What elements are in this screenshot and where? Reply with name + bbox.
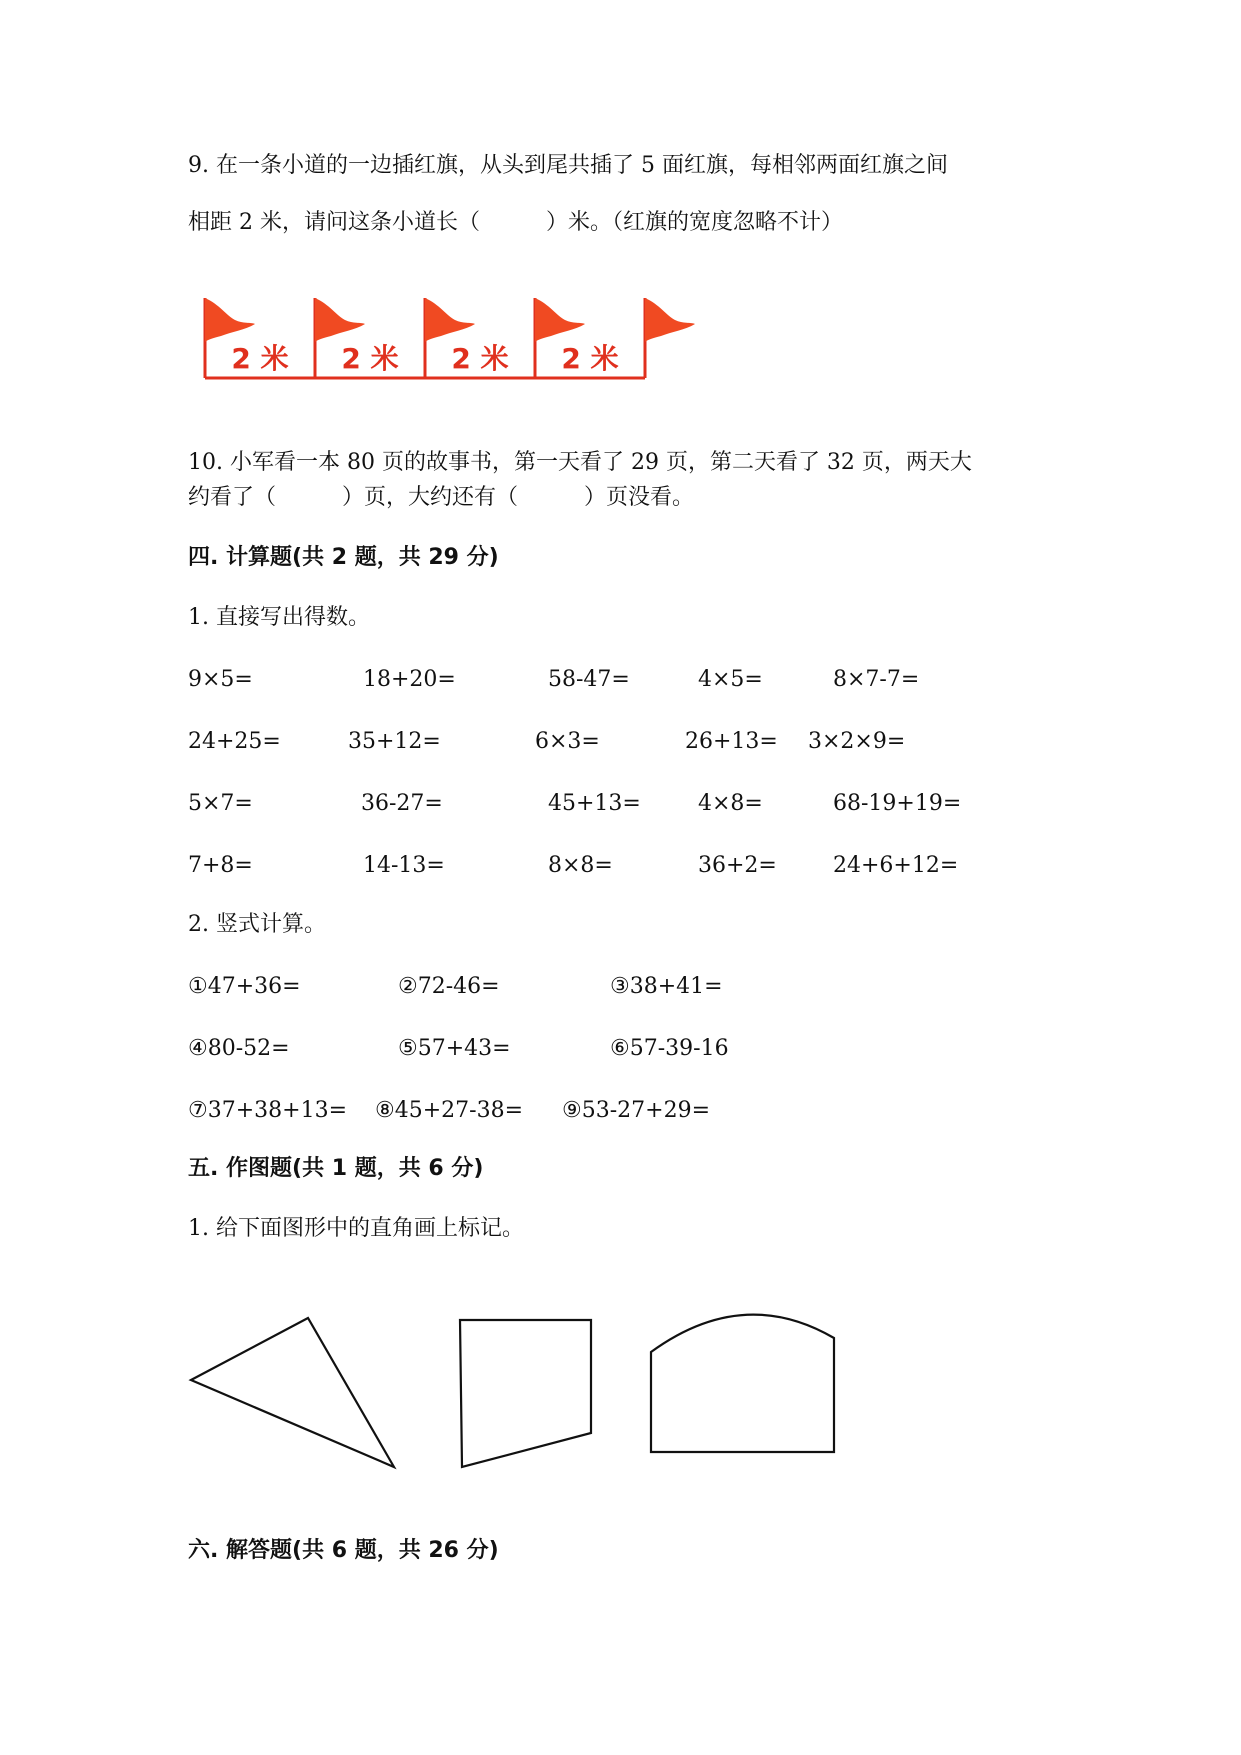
math-item: 45+13= <box>548 791 641 816</box>
math-item: 4×8= <box>698 791 763 816</box>
section4-q2-title: 2. 竖式计算。 <box>188 912 326 937</box>
calc-item: ④80-52= <box>188 1036 290 1061</box>
math-item: 6×3= <box>535 729 600 754</box>
red-flag-icon <box>535 298 585 342</box>
section5-title: 五. 作图题(共 1 题，共 6 分) <box>188 1156 484 1181</box>
q9-text-line2: 相距 2 米，请问这条小道长（ ）米。（红旗的宽度忽略不计） <box>188 210 843 235</box>
math-item: 36-27= <box>361 791 443 816</box>
q10-text-line2: 约看了（ ）页，大约还有（ ）页没看。 <box>188 485 695 510</box>
flag-distance-label: 2 米 <box>231 342 289 375</box>
calc-item: ②72-46= <box>398 974 500 999</box>
math-item: 18+20= <box>363 667 456 692</box>
calc-item: ⑨53-27+29= <box>562 1098 711 1123</box>
section4-q1-title: 1. 直接写出得数。 <box>188 605 370 630</box>
math-item: 26+13= <box>685 729 778 754</box>
math-item: 7+8= <box>188 853 253 878</box>
math-item: 35+12= <box>348 729 441 754</box>
flag-distance-label: 2 米 <box>451 342 509 375</box>
section6-title: 六. 解答题(共 6 题，共 26 分) <box>188 1538 499 1563</box>
q10-text-line1: 10. 小军看一本 80 页的故事书，第一天看了 29 页，第二天看了 32 页，两天大 <box>188 450 972 475</box>
calc-item: ③38+41= <box>610 974 723 999</box>
math-item: 4×5= <box>698 667 763 692</box>
math-item: 68-19+19= <box>833 791 962 816</box>
math-item: 58-47= <box>548 667 630 692</box>
flag-distance-label: 2 米 <box>561 342 619 375</box>
flag-distance-label: 2 米 <box>341 342 399 375</box>
red-flag-icon <box>205 298 255 342</box>
section5-q1-title: 1. 给下面图形中的直角画上标记。 <box>188 1216 524 1241</box>
shapes-figure <box>180 1295 880 1495</box>
red-flag-icon <box>425 298 475 342</box>
math-item: 24+25= <box>188 729 281 754</box>
q9-text-line1: 9. 在一条小道的一边插红旗，从头到尾共插了 5 面红旗，每相邻两面红旗之间 <box>188 153 948 178</box>
math-item: 5×7= <box>188 791 253 816</box>
calc-item: ⑦37+38+13= <box>188 1098 348 1123</box>
flags-figure <box>195 290 715 390</box>
math-item: 9×5= <box>188 667 253 692</box>
calc-item: ⑧45+27-38= <box>375 1098 524 1123</box>
math-item: 3×2×9= <box>808 729 906 754</box>
math-item: 14-13= <box>363 853 445 878</box>
math-item: 36+2= <box>698 853 777 878</box>
calc-item: ⑥57-39-16 <box>610 1036 729 1061</box>
triangle-shape <box>191 1318 394 1467</box>
red-flag-icon <box>315 298 365 342</box>
arched-shape <box>651 1315 834 1452</box>
red-flag-icon <box>645 298 695 342</box>
math-item: 8×7-7= <box>833 667 920 692</box>
math-item: 8×8= <box>548 853 613 878</box>
quadrilateral-shape <box>460 1320 591 1467</box>
calc-item: ①47+36= <box>188 974 301 999</box>
section4-title: 四. 计算题(共 2 题，共 29 分) <box>188 545 499 570</box>
math-item: 24+6+12= <box>833 853 959 878</box>
calc-item: ⑤57+43= <box>398 1036 511 1061</box>
